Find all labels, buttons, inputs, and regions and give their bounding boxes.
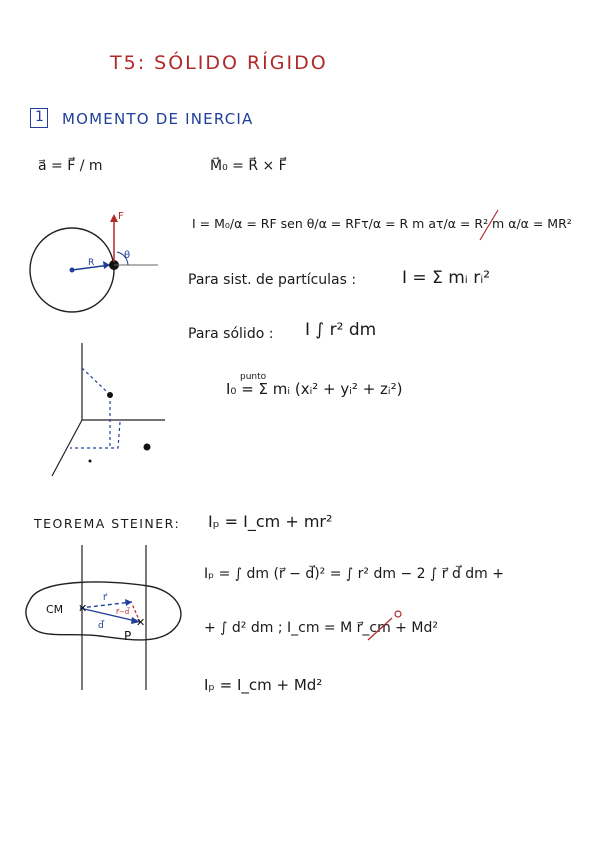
particle-a bbox=[107, 392, 113, 398]
particle-b bbox=[144, 444, 151, 451]
section-heading: MOMENTO DE INERCIA bbox=[62, 110, 254, 128]
steiner-body-diagram bbox=[26, 545, 181, 690]
page-title: T5: SÓLIDO RÍGIDO bbox=[110, 52, 328, 74]
steiner-label: TEOREMA STEINER: bbox=[34, 516, 181, 531]
particle-c bbox=[89, 460, 92, 463]
section-number: 1 bbox=[35, 109, 44, 125]
force-arrowhead bbox=[110, 214, 118, 222]
moment-equation: M⃗₀ = R⃗ × F⃗ bbox=[210, 158, 287, 174]
steiner-result: Iₚ = I_cm + Md² bbox=[204, 676, 323, 694]
cancel-mark bbox=[368, 618, 392, 640]
d-vector bbox=[80, 608, 140, 622]
acceleration-equation: a⃗ = F⃗ / m bbox=[38, 158, 103, 174]
steiner-main-equation: Iₚ = I_cm + mr² bbox=[208, 512, 333, 531]
solid-label: Para sólido : bbox=[188, 326, 274, 342]
radius-label: R bbox=[88, 258, 95, 268]
particles-label: Para sist. de partículas : bbox=[188, 272, 357, 288]
steiner-derivation-line2: + ∫ d² dm ; I_cm = M r⃗_cm + Md² bbox=[204, 620, 438, 636]
inertia-derivation: I = M₀/α = RF sen θ/α = RFτ/α = R m aτ/α = R² m α/α = MR² bbox=[192, 216, 572, 231]
particles-equation: I = Σ mᵢ rᵢ² bbox=[402, 268, 491, 288]
solid-equation: I ∫ r² dm bbox=[305, 320, 377, 340]
rd-label: r⃗−d⃗ bbox=[116, 608, 130, 616]
d-label: d⃗ bbox=[98, 621, 104, 631]
r-label: r⃗ bbox=[103, 593, 107, 603]
cancel-alpha bbox=[480, 210, 498, 240]
point-equation: I₀ = Σ mᵢ (xᵢ² + yᵢ² + zᵢ²) bbox=[226, 380, 403, 398]
radius-arrowhead bbox=[103, 261, 110, 269]
svg-text:✕: ✕ bbox=[136, 616, 146, 629]
point-superscript: punto bbox=[240, 372, 267, 382]
steiner-derivation-line1: Iₚ = ∫ dm (r⃗ − d⃗)² = ∫ r² dm − 2 ∫ r⃗ d⃗ dm + bbox=[204, 566, 504, 582]
rotating-disk-diagram bbox=[30, 211, 158, 312]
3d-axes-diagram bbox=[52, 343, 165, 476]
svg-text:✕: ✕ bbox=[78, 602, 88, 615]
zero-mark bbox=[395, 611, 401, 617]
force-label: F bbox=[118, 211, 124, 222]
p-label: P bbox=[124, 629, 132, 643]
cm-label: CM bbox=[46, 603, 64, 616]
angle-label: θ bbox=[124, 250, 131, 261]
